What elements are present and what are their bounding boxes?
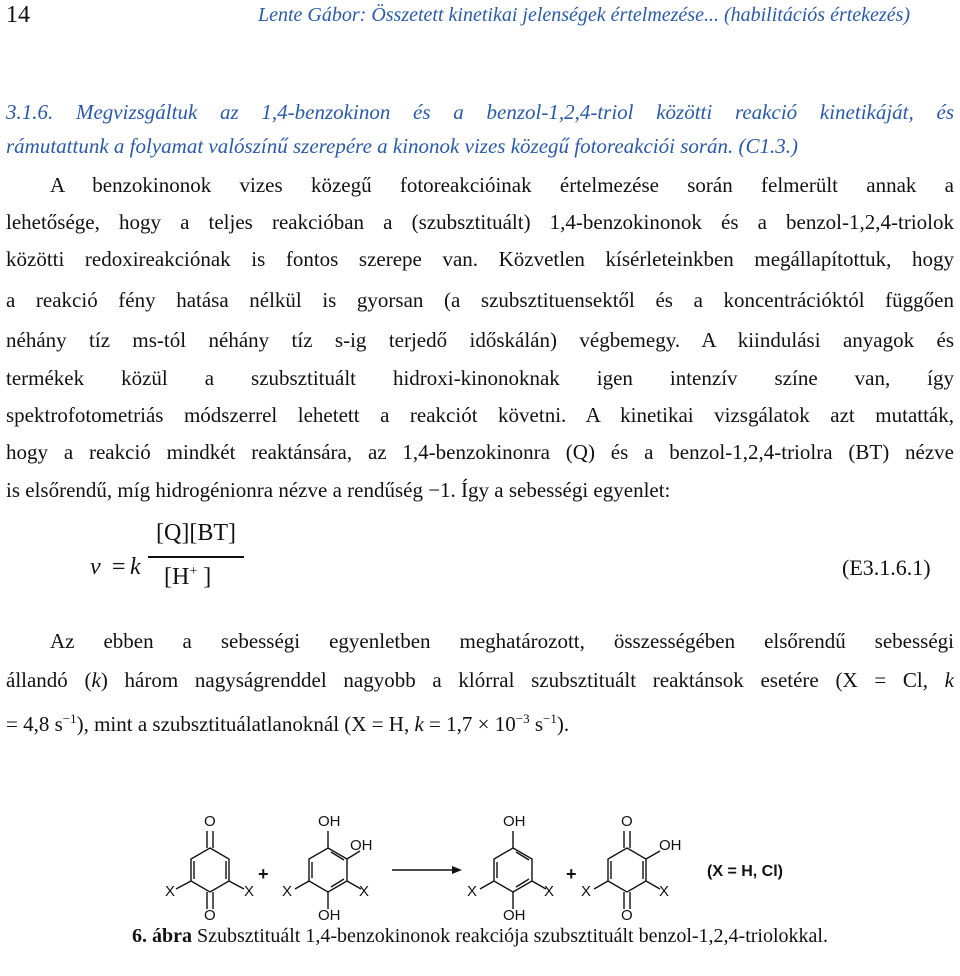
equation-k: k [130,554,141,580]
benzoquinone-reactant [176,831,244,909]
p2-l3-e: ). [556,712,570,736]
paragraph-1-line-8: hogy a reakció mindkét reaktánsára, az 1,4-benzokinonra (Q) és a benzol-1,2,4-triolra (BT) nézve [6,440,954,464]
p2-l2-a: állandó ( [6,668,92,692]
equation-label: (E3.1.6.1) [842,555,931,580]
paragraph-1-line-3: közötti redoxireakciónak is fontos szerepe van. Közvetlen kísérleteinkben megállapítottuk, hogy [6,247,954,271]
p2-l3-c: = 1,7 × 10 [423,712,516,736]
m3-x-right: X [544,883,555,900]
m2-oh-top: OH [318,813,341,830]
m3-x-left: X [467,883,478,900]
paragraph-2-line-1: Az ebben a sebességi egyenletben meghatározott, összességében elsőrendű sebességi [50,629,954,653]
m3-oh-top: OH [503,813,526,830]
p2-l3-d: s [529,712,544,736]
paragraph-1-line-4: a reakció fény hatása nélkül is gyorsan (a szubsztituensektől és a koncentrációktól függően [6,288,954,312]
p2-l2-k2: k [944,668,954,692]
m1-x-right: X [244,883,255,900]
p2-l3-k: k [414,712,424,736]
substituent-condition: (X = H, Cl) [707,863,784,880]
m2-oh-bottom: OH [318,907,341,920]
m4-x-right: X [659,883,670,900]
reaction-scheme [0,800,960,920]
paragraph-1-line-5: néhány tíz ms-tól néhány tíz s-ig terjedő időskálán) végbemegy. A kiindulási anyagok és [6,328,954,352]
p2-l3-sup3: −1 [543,711,557,726]
equation-numerator: [Q][BT] [156,520,236,546]
m2-x-left: X [282,883,293,900]
m4-oh-right: OH [659,837,682,854]
section-lead-line-1: 3.1.6. Megvizsgáltuk az 1,4-benzokinon és a benzol-1,2,4-triol közötti reakció kinetikáját, és [6,100,954,124]
p2-l2-b: ) három nagyságrenddel nagyobb a klórral szubsztituált reaktánsok esetére (X = Cl, [100,668,945,692]
caption-text: Szubsztituált 1,4-benzokinonok reakciója szubsztituált benzol-1,2,4-triolokkal. [192,925,828,947]
reaction-arrow-head [452,866,462,874]
plus-2: + [566,864,577,884]
m1-o-bottom: O [204,907,216,920]
running-title: Lente Gábor: Összetett kinetikai jelenségek értelmezése... (habilitációs értekezés) [258,4,911,26]
hydroxyquinone-product [594,831,660,909]
p2-l3-sup2: −3 [515,711,530,726]
m4-o-bottom: O [621,907,633,920]
paragraph-1-line-6: termékek közül a szubsztituált hidroxi-kinonoknak igen intenzív színe van, így [6,366,954,390]
denominator-close: ] [203,564,212,590]
paragraph-2-line-3 [6,703,954,740]
p2-l3-sup1: −1 [62,711,77,726]
m4-x-left: X [581,883,592,900]
fraction-bar [148,556,244,558]
equation-denominator [164,564,211,591]
benzenetriol-product [480,831,546,909]
paragraph-1-line-1: A benzokinonok vizes közegű fotoreakcióinak értelmezése során felmerült annak a [50,173,954,197]
plus-1: + [258,864,269,884]
paragraph-1-line-2: lehetősége, hogy a teljes reakcióban a (szubsztituált) 1,4-benzokinonok és a benzol-1,2,4-triolok [6,210,954,234]
m3-oh-bottom: OH [503,907,526,920]
paragraph-1-line-7: spektrofotometriás módszerrel lehetett a reakciót követni. A kinetikai vizsgálatok azt mutatták, [6,403,954,427]
page-number: 14 [6,2,30,28]
m2-x-right: X [359,883,370,900]
paragraph-2-line-2 [6,664,954,696]
m2-oh-right: OH [350,837,373,854]
figure-caption [0,925,960,948]
p2-l2-k: k [91,668,101,692]
equation-v: v [90,554,101,580]
caption-label: 6. ábra [132,925,193,947]
paragraph-1-line-9: is elsőrendű, míg hidrogénionra nézve a rendűség −1. Így a sebességi egyenlet: [6,478,671,502]
m1-o-top: O [204,813,216,830]
equation-equals: = [112,554,126,580]
denominator-open: [H [164,564,190,590]
m4-o-top: O [621,813,633,830]
p2-l3-b: ), mint a szubsztituálatlanoknál (X = H, [76,712,415,736]
p2-l3-a: = 4,8 s [6,712,63,736]
section-lead-line-2: rámutattunk a folyamat valószínű szerepére a kinonok vizes közegű fotoreakciói során. (C1.3.) [6,134,799,158]
m1-x-left: X [165,883,176,900]
denominator-sup: + [189,564,198,579]
